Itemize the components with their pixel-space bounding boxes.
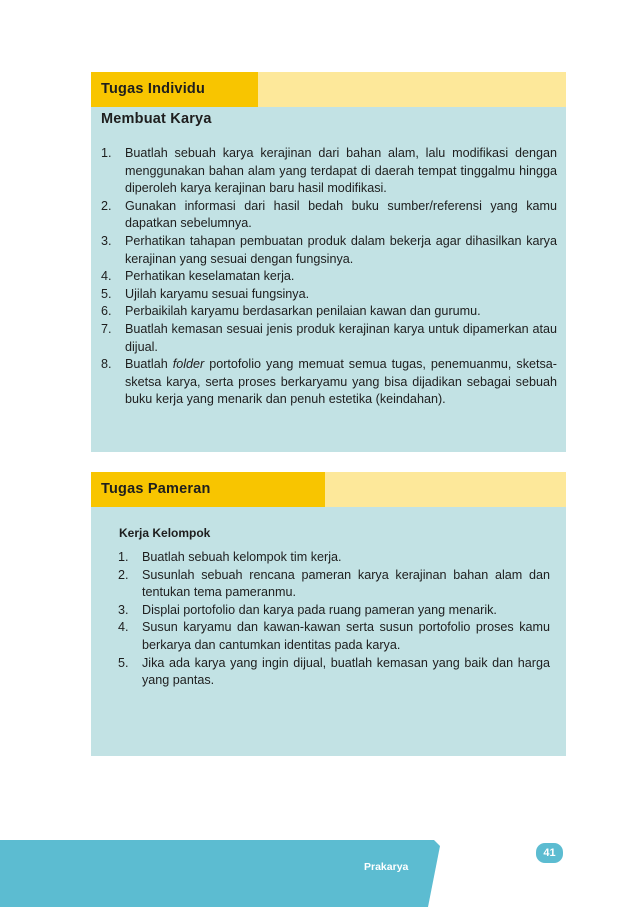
list-item: 3. Perhatikan tahapan pembuatan produk dalam bekerja agar dihasilkan karya kerajinan yang sesuai dengan fungsinya.: [101, 233, 557, 266]
list-item: 4. Susun karyamu dan kawan-kawan serta susun portofolio proses kamu berkarya dan cantumkan identitas pada karya.: [118, 620, 550, 652]
list-item: 7. Buatlah kemasan sesuai jenis produk kerajinan karya untuk dipamerkan atau dijual.: [101, 321, 557, 354]
tugas-individu-title: Tugas Individu: [91, 72, 258, 107]
exhibition-task-list: [118, 549, 550, 690]
list-item: 6. Perbaikilah karyamu berdasarkan penilaian kawan dan gurumu.: [101, 304, 481, 319]
tugas-pameran-title: Tugas Pameran: [91, 472, 325, 507]
tugas-individu-header-bar: [91, 72, 566, 107]
kerja-kelompok-label: Kerja Kelompok: [119, 526, 211, 540]
page-number-badge: 41: [536, 843, 563, 863]
list-item: 5. Jika ada karya yang ingin dijual, buatlah kemasan yang baik dan harga yang pantas.: [118, 655, 550, 688]
tugas-pameran-header-bar: [91, 472, 566, 507]
membuat-karya-subtitle: Membuat Karya: [101, 111, 212, 127]
list-item: 2. Gunakan informasi dari hasil bedah buku sumber/referensi yang kamu dapatkan sebelumnya.: [101, 198, 557, 231]
tugas-pameran-box: [91, 472, 566, 756]
individual-task-list: [101, 145, 557, 409]
list-item: 8. Buatlah folder portofolio yang memuat semua tugas, penemuanmu, sketsa-sketsa karya, serta proses berkaryamu yang bisa dijadikan sebagai sebuah buku kerja yang menarik dan penuh estetika (keindahan).: [101, 357, 557, 407]
list-item: 1. Buatlah sebuah karya kerajinan dari bahan alam, lalu modifikasi dengan menggunakan bahan alam yang terdapat di daerah tempat tinggalmu hingga diperoleh karya kerajinan baru hasil modifikasi.: [101, 146, 557, 196]
footer-bar: [0, 840, 440, 907]
list-item: 3. Displai portofolio dan karya pada ruang pameran yang menarik.: [118, 602, 497, 617]
tugas-individu-box: [91, 72, 566, 452]
footer-book-title: Prakarya: [364, 861, 409, 873]
list-item: 4. Perhatikan keselamatan kerja.: [101, 269, 295, 284]
list-item: 5. Ujilah karyamu sesuai fungsinya.: [101, 286, 310, 301]
list-item: 2. Susunlah sebuah rencana pameran karya kerajinan bahan alam dan tentukan tema pameranmu.: [118, 567, 550, 600]
list-item: 1. Buatlah sebuah kelompok tim kerja.: [118, 550, 342, 564]
